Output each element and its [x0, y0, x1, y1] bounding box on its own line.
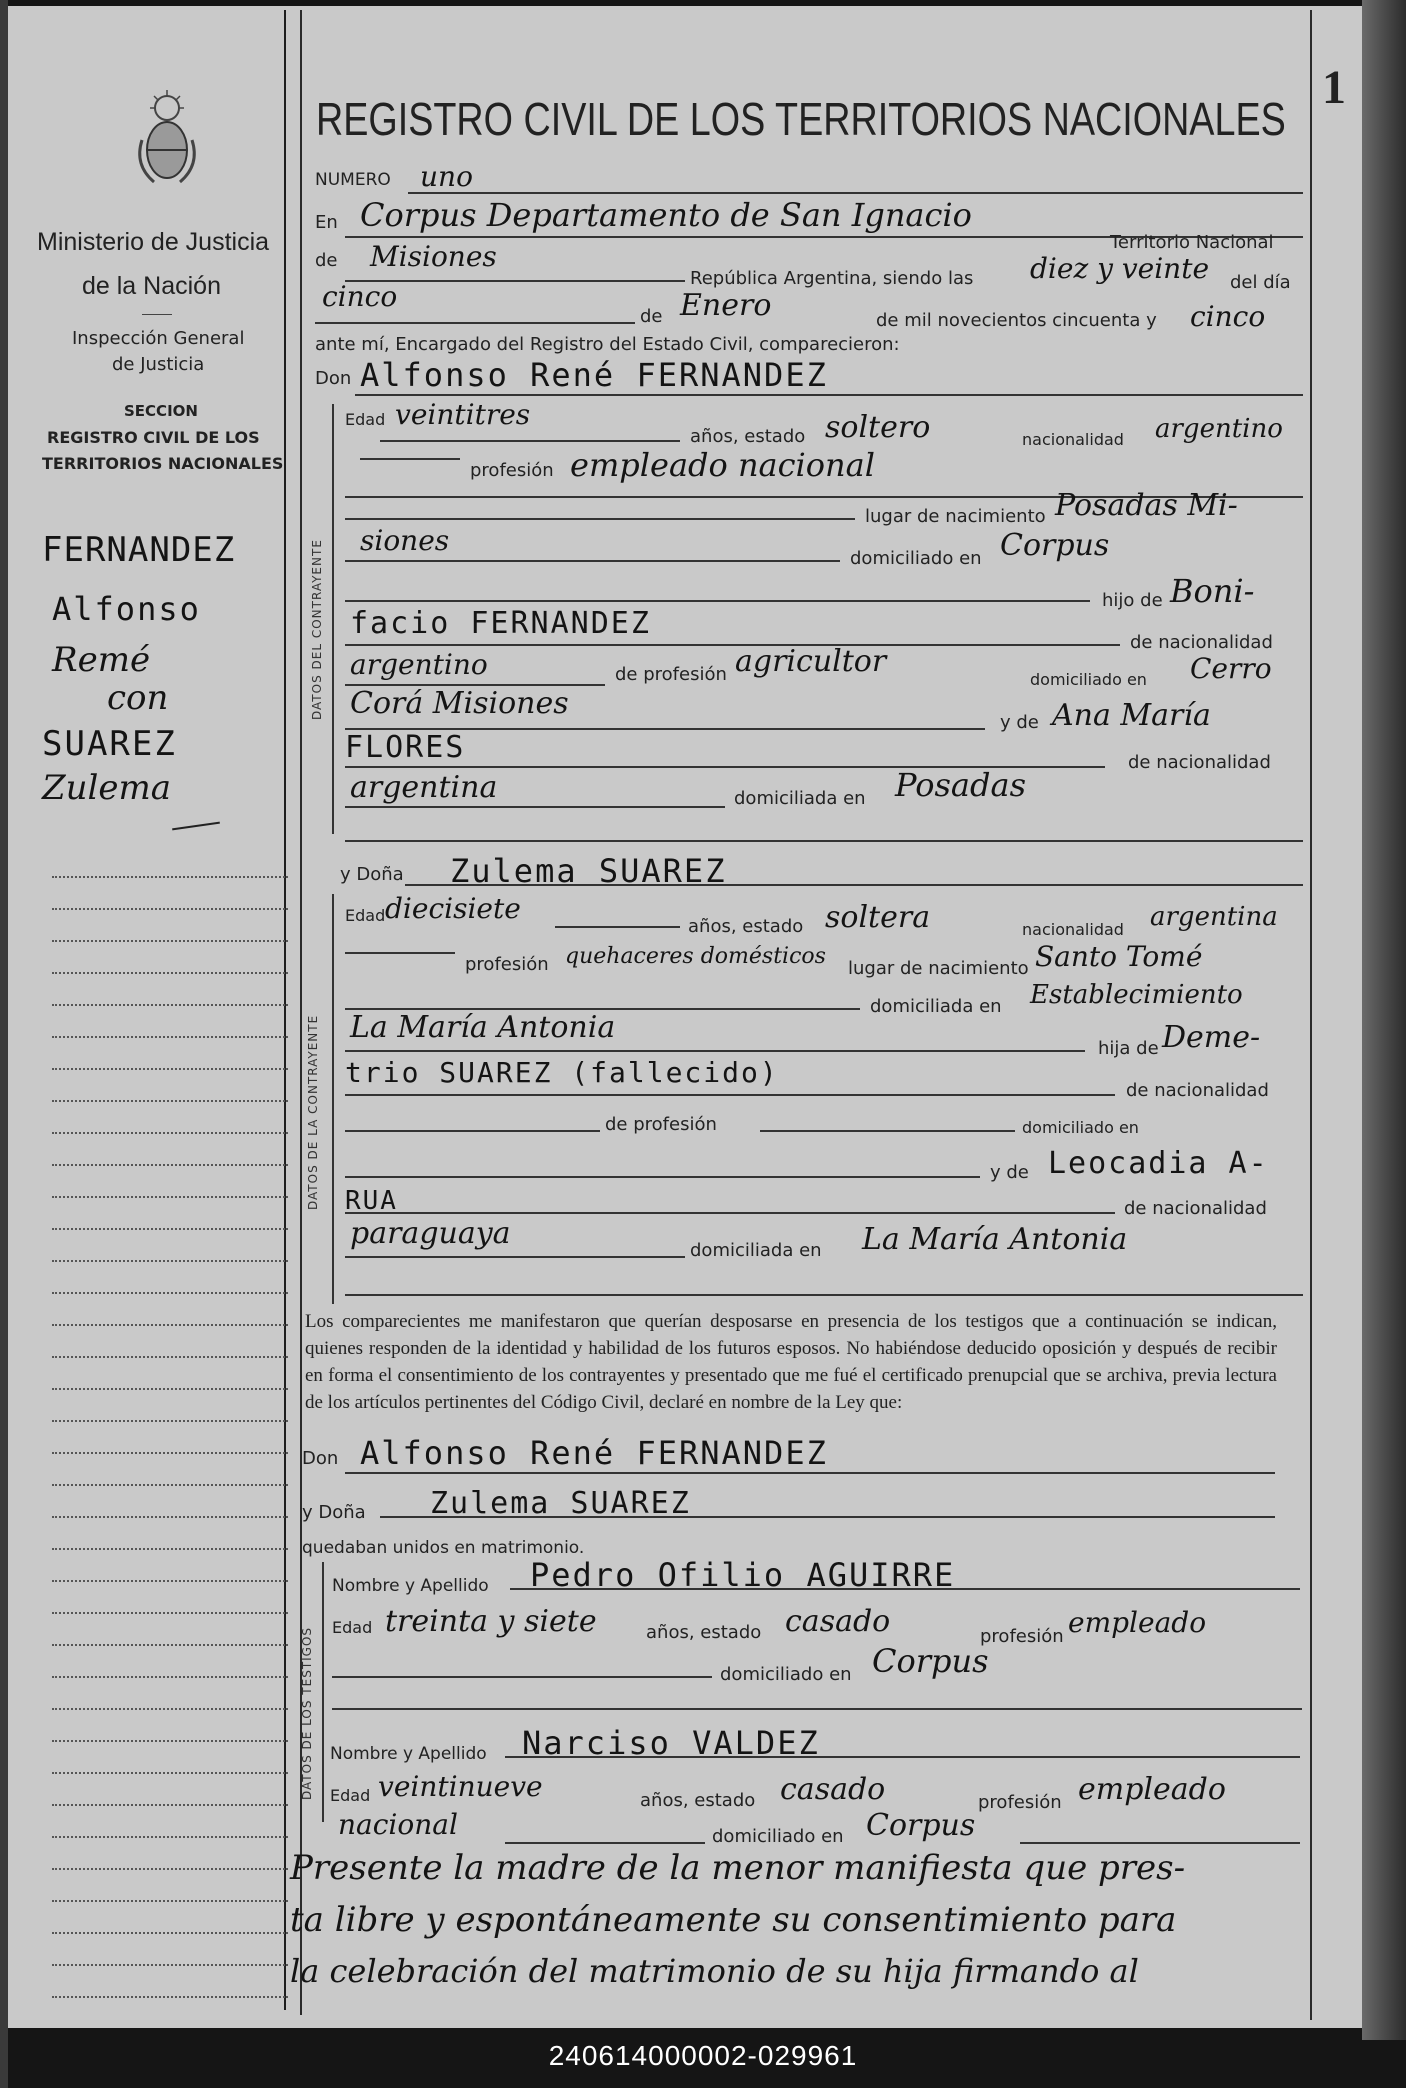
w2-edad-label: Edad — [330, 1786, 371, 1805]
bride-domicile-2: La María Antonia — [350, 1010, 616, 1045]
groom-mother-dom: Posadas — [895, 766, 1026, 804]
groom-father-2: facio FERNANDEZ — [350, 606, 651, 641]
decl-don-value: Alfonso René FERNANDEZ — [360, 1434, 828, 1472]
bride-mother-1: Leocadia A- — [1048, 1146, 1269, 1181]
w1-domicile: Corpus — [872, 1642, 989, 1680]
groom-father-dom-label: domiciliado en — [1030, 670, 1147, 689]
right-margin-rule — [1310, 10, 1312, 2020]
groom-name: Alfonso René FERNANDEZ — [360, 356, 828, 394]
bride-father-nat-label: de nacionalidad — [1126, 1080, 1269, 1101]
w1-profession: empleado — [1068, 1606, 1207, 1639]
book-binding — [0, 0, 8, 2088]
groom-mother-1: Ana María — [1052, 698, 1211, 733]
section-label-bride: DATOS DE LA CONTRAYENTE — [306, 1014, 320, 1210]
w2-status-label: años, estado — [640, 1790, 756, 1811]
w2-name-label: Nombre y Apellido — [330, 1744, 487, 1764]
page-edge — [1362, 0, 1406, 2040]
groom-edad-label: Edad — [345, 410, 386, 429]
document-id: 240614000002-029961 — [548, 2040, 858, 2071]
section-label-groom: DATOS DEL CONTRAYENTE — [310, 539, 324, 720]
margin-note-name-2: Remé — [52, 640, 151, 680]
handwritten-note-line-2: ta libre y espontáneamente su consentimiento para — [290, 1900, 1177, 1940]
bride-domicile: Establecimiento — [1030, 980, 1243, 1010]
bride-domicile-label: domiciliada en — [870, 996, 1002, 1017]
groom-hijo-de-label: hijo de — [1102, 590, 1163, 611]
quedaban-label: quedaban unidos en matrimonio. — [302, 1538, 585, 1558]
w1-age: treinta y siete — [385, 1604, 597, 1639]
groom-father-1: Boni- — [1170, 572, 1255, 610]
section-label-witnesses: DATOS DE LOS TESTIGOS — [300, 1626, 314, 1800]
w1-profession-label: profesión — [980, 1626, 1064, 1647]
bride-hija-de-label: hija de — [1098, 1038, 1159, 1059]
groom-mother-2: FLORES — [345, 730, 466, 765]
decl-dona-value: Zulema SUAREZ — [430, 1486, 691, 1521]
don-label: Don — [315, 368, 352, 389]
groom-domicile: Corpus — [1000, 528, 1110, 563]
de-mes-label: de — [640, 306, 663, 327]
groom-mother-nat: argentina — [350, 770, 498, 805]
groom-father-prof: agricultor — [735, 644, 887, 679]
bride-father-1: Deme- — [1162, 1020, 1261, 1055]
bride-edad-label: Edad — [345, 906, 386, 925]
groom-profession-label: profesión — [470, 460, 554, 481]
handwritten-note-line-3: la celebración del matrimonio de su hija firmando al — [290, 1952, 1139, 1990]
dia-value: cinco — [322, 280, 398, 313]
bride-birthplace: Santo Tomé — [1035, 940, 1203, 973]
inspection-line-2: de Justicia — [112, 354, 205, 375]
groom-age: veintitres — [395, 398, 531, 431]
groom-mother-y-de-label: y de — [1000, 712, 1039, 733]
page-title: REGISTRO CIVIL DE LOS TERRITORIOS NACIONALES — [316, 93, 1286, 145]
bride-birthplace-label: lugar de nacimiento — [848, 958, 1029, 979]
territorio-label: Territorio Nacional — [1110, 232, 1274, 253]
section-line-3: TERRITORIOS NACIONALES — [42, 454, 284, 473]
groom-birthplace-label: lugar de nacimiento — [865, 506, 1046, 527]
ministry-line-1: Ministerio de Justicia — [37, 228, 270, 256]
bride-status: soltera — [825, 900, 931, 935]
bride-mother-dom-label: domiciliada en — [690, 1240, 822, 1261]
w1-name: Pedro Ofilio AGUIRRE — [530, 1556, 956, 1594]
w2-domicile-label: domiciliado en — [712, 1826, 844, 1847]
margin-note-surname: FERNANDEZ — [42, 530, 236, 570]
w1-edad-label: Edad — [332, 1618, 373, 1637]
mil-novecientos-label: de mil novecientos cincuenta y — [876, 310, 1157, 331]
groom-domicile-label: domiciliado en — [850, 548, 982, 569]
y-dona-label: y Doña — [340, 864, 404, 885]
groom-mother-nat-label: de nacionalidad — [1128, 752, 1271, 773]
margin-note-con: con — [107, 678, 169, 718]
groom-nationality-label: nacionalidad — [1022, 430, 1124, 449]
bride-profession: quehaceres domésticos — [565, 944, 826, 969]
en-label: En — [315, 212, 338, 233]
bride-father-prof-label: de profesión — [605, 1114, 717, 1135]
bride-age: diecisiete — [385, 892, 521, 925]
groom-birthplace: Posadas Mi- — [1055, 488, 1238, 523]
del-dia-label: del día — [1230, 272, 1291, 293]
w1-status: casado — [785, 1604, 891, 1639]
w2-profession-2: nacional — [338, 1808, 458, 1841]
w2-profession-label: profesión — [978, 1792, 1062, 1813]
bride-father-2: trio SUAREZ (fallecido) — [345, 1056, 779, 1089]
w1-name-label: Nombre y Apellido — [332, 1576, 489, 1596]
w2-status: casado — [780, 1772, 886, 1807]
page-number: 1 — [1322, 61, 1346, 114]
bride-status-label: años, estado — [688, 916, 804, 937]
decl-dona-label: y Doña — [302, 1502, 366, 1523]
margin-note-bride-surname: SUAREZ — [42, 724, 177, 764]
inspection-line-1: Inspección General — [72, 328, 245, 349]
bride-mother-dom: La María Antonia — [862, 1222, 1128, 1257]
groom-birthplace-2: siones — [360, 524, 450, 557]
groom-father-nat: argentino — [350, 648, 488, 681]
bride-father-dom-label: domiciliado en — [1022, 1118, 1139, 1137]
w1-status-label: años, estado — [646, 1622, 762, 1643]
bride-profession-label: profesión — [465, 954, 549, 975]
de-value: Misiones — [370, 240, 497, 273]
statement-paragraph: Los comparecientes me manifestaron que querían desposarse en presencia de los testigos que a continuación se indican, quienes responden de la identidad y habilidad de los futuros esposos. No habiéndose deducido oposición y después de recibir en forma el consentimiento de los contrayentes y presentado que me fué el certificado prenupcial que se archiva, previa lectura de los artículos pertinentes del Código Civil, declaré en nombre de la Ley que: — [305, 1311, 1277, 1413]
numero-value: uno — [420, 160, 473, 193]
numero-label: NUMERO — [315, 170, 391, 190]
mes-value: Enero — [680, 288, 772, 323]
ano-value: cinco — [1190, 300, 1266, 333]
decl-don-label: Don — [302, 1448, 339, 1469]
bride-mother-nat-label: de nacionalidad — [1124, 1198, 1267, 1219]
bride-mother-y-de-label: y de — [990, 1162, 1029, 1183]
w2-name: Narciso VALDEZ — [522, 1724, 820, 1762]
section-line-1: SECCION — [124, 402, 198, 420]
national-coat-of-arms-icon — [132, 90, 202, 190]
bride-nationality-label: nacionalidad — [1022, 920, 1124, 939]
hora-value: diez y veinte — [1030, 252, 1210, 285]
groom-status-label: años, estado — [690, 426, 806, 447]
groom-father-prof-label: de profesión — [615, 664, 727, 685]
w2-age: veintinueve — [378, 1770, 543, 1803]
bride-mother-2: RUA — [345, 1186, 398, 1216]
w2-domicile: Corpus — [866, 1808, 976, 1843]
groom-profession: empleado nacional — [570, 446, 875, 484]
de-label: de — [315, 250, 338, 271]
republica-label: República Argentina, siendo las — [690, 268, 974, 289]
w1-domicile-label: domiciliado en — [720, 1664, 852, 1685]
groom-father-nat-label: de nacionalidad — [1130, 632, 1273, 653]
w2-profession: empleado — [1078, 1772, 1226, 1807]
bride-nationality: argentina — [1150, 902, 1278, 932]
ante-mi-label: ante mí, Encargado del Registro del Estado Civil, comparecieron: — [315, 334, 900, 355]
bride-name: Zulema SUAREZ — [450, 852, 727, 890]
margin-column — [22, 10, 286, 2010]
groom-mother-dom-label: domiciliada en — [734, 788, 866, 809]
groom-status: soltero — [825, 410, 931, 445]
section-line-2: REGISTRO CIVIL DE LOS — [47, 428, 260, 447]
groom-father-dom: Cerro — [1190, 652, 1272, 685]
margin-note-name-1: Alfonso — [52, 590, 201, 628]
handwritten-note-line-1: Presente la madre de la menor manifiesta que pres- — [290, 1848, 1186, 1888]
groom-nationality: argentino — [1155, 414, 1283, 444]
bride-mother-nat: paraguaya — [350, 1216, 511, 1251]
en-value: Corpus Departamento de San Ignacio — [360, 196, 972, 234]
margin-note-bride-name: Zulema — [42, 768, 172, 808]
groom-father-dom-2: Corá Misiones — [350, 686, 569, 721]
ministry-line-2: de la Nación — [82, 272, 221, 300]
